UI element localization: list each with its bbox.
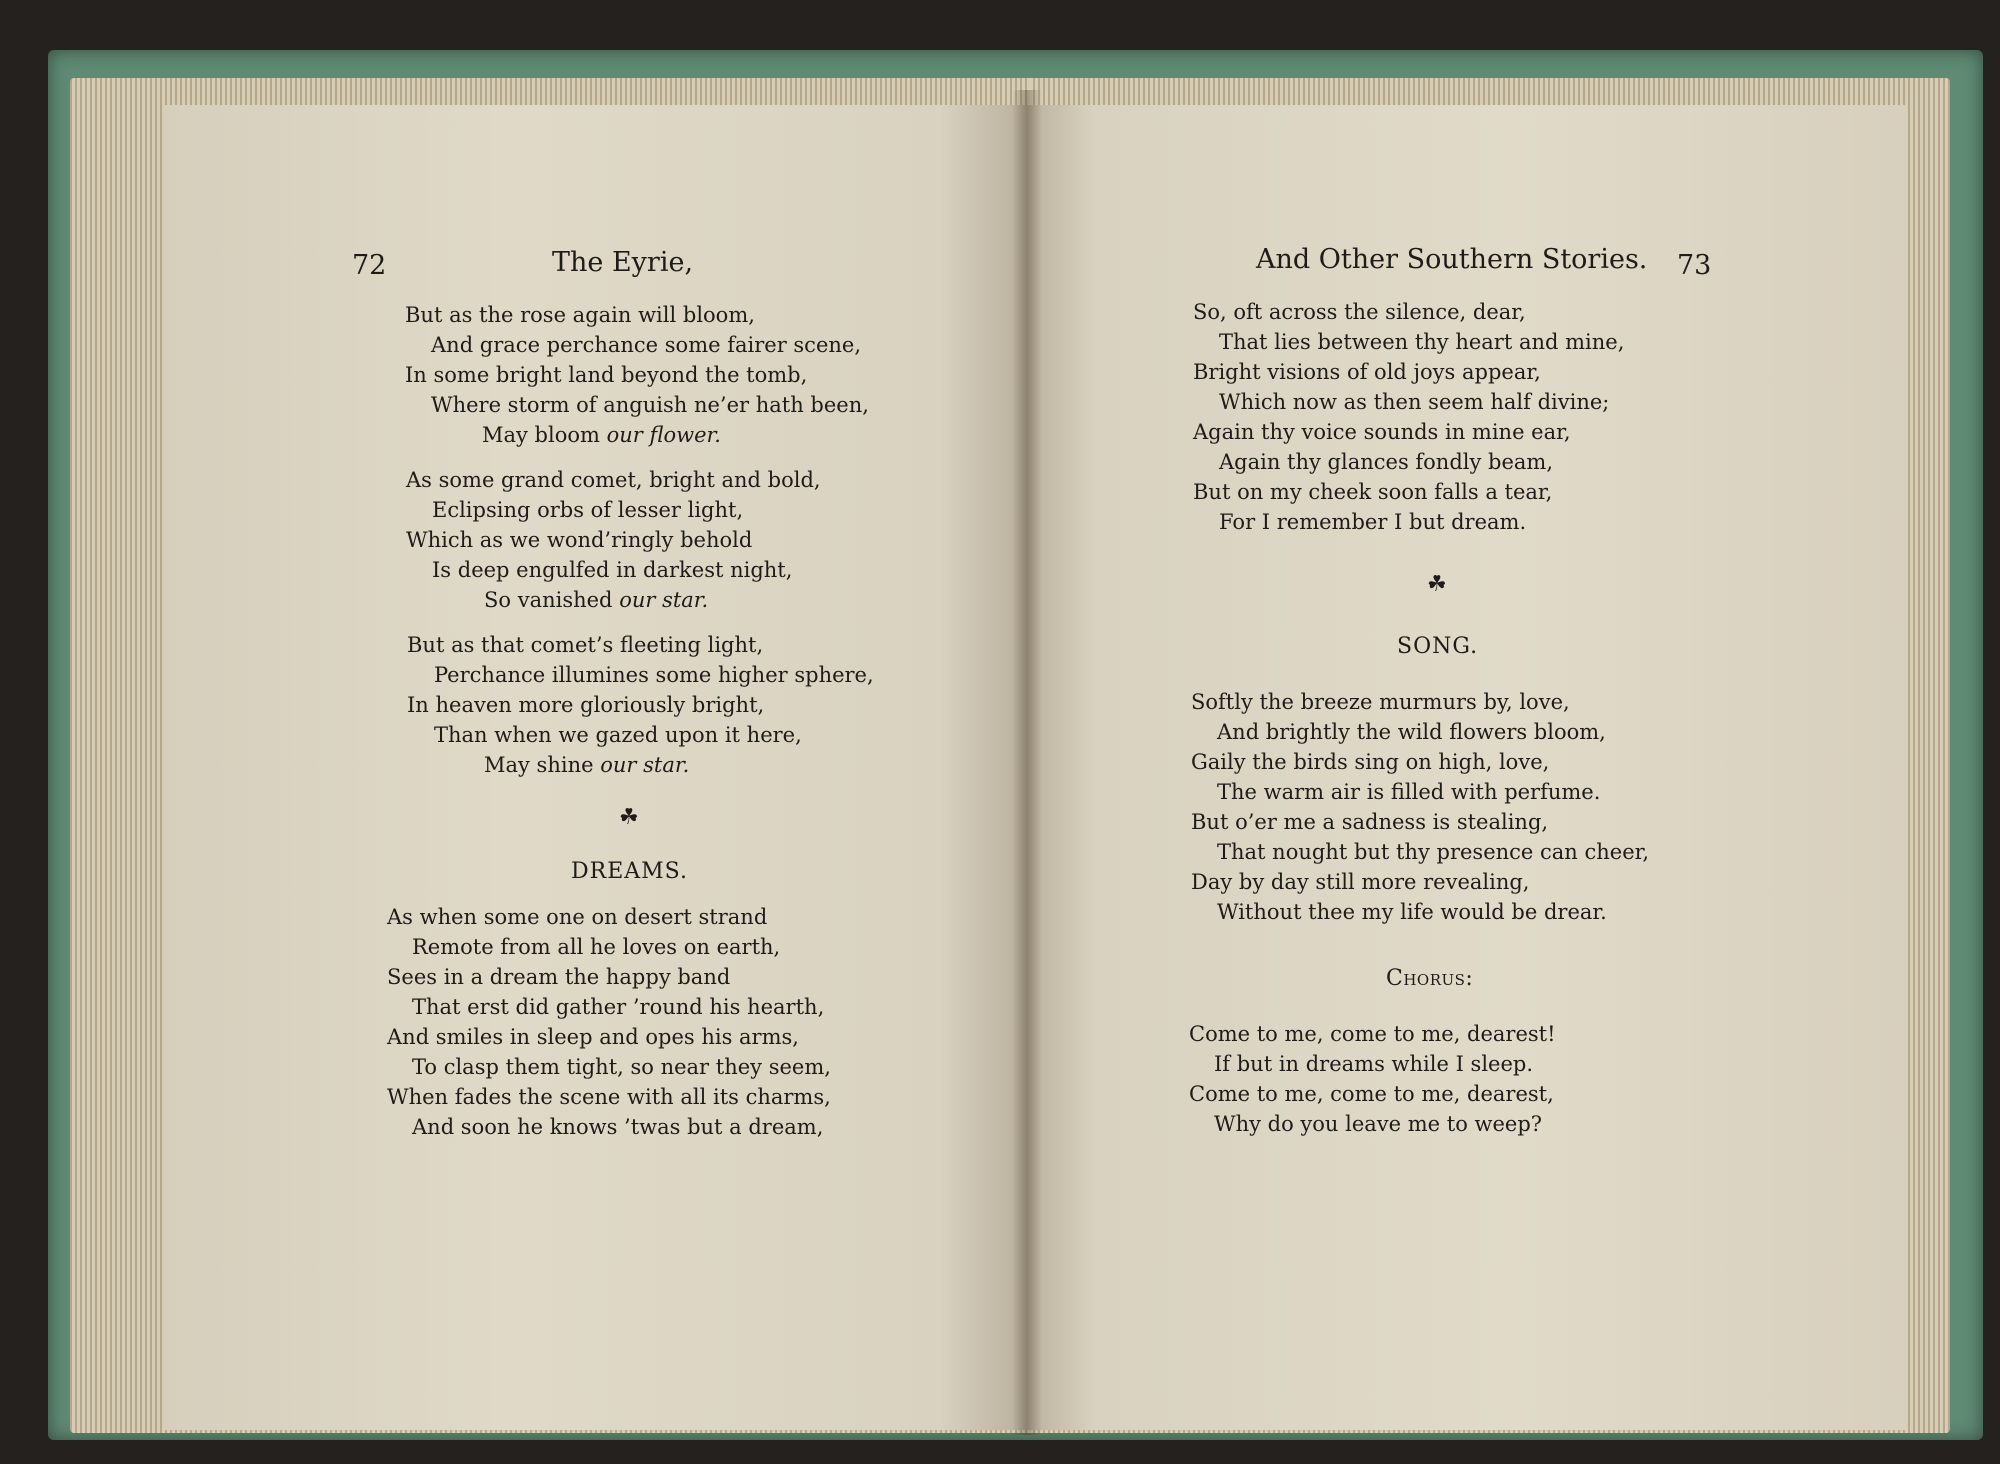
running-head-left: The Eyrie,: [552, 247, 694, 278]
poem-line: And brightly the wild flowers bloom,: [1217, 720, 1606, 744]
poem-line: May shine our star.: [484, 753, 690, 777]
poem-line: That nought but thy presence can cheer,: [1217, 840, 1650, 864]
poem-line: Softly the breeze murmurs by, love,: [1191, 690, 1570, 714]
poem-line: Which now as then seem half divine;: [1219, 390, 1610, 414]
poem-line: Again thy glances fondly beam,: [1219, 450, 1554, 474]
poem-line: Than when we gazed upon it here,: [434, 723, 802, 747]
poem-line: And grace perchance some fairer scene,: [431, 333, 861, 357]
poem-line: In some bright land beyond the tomb,: [405, 363, 808, 387]
poem-line: Bright visions of old joys appear,: [1193, 360, 1541, 384]
ornament-icon: ☘: [619, 805, 639, 830]
poem-line: As when some one on desert strand: [387, 905, 768, 929]
song-title: SONG.: [1397, 634, 1479, 659]
poem-line: Day by day still more revealing,: [1191, 870, 1530, 894]
poem-line: So vanished our star.: [484, 588, 709, 612]
poem-line: Perchance illumines some higher sphere,: [434, 663, 874, 687]
poem-line: Which as we wond’ringly behold: [406, 528, 753, 552]
ornament-icon: ☘: [1427, 572, 1447, 597]
poem-line: That lies between thy heart and mine,: [1219, 330, 1625, 354]
poem-line: Come to me, come to me, dearest,: [1189, 1082, 1554, 1106]
poem-line: If but in dreams while I sleep.: [1214, 1052, 1534, 1076]
poem-line: So, oft across the silence, dear,: [1193, 300, 1526, 324]
poem-line: For I remember I but dream.: [1219, 510, 1527, 534]
poem-line: When fades the scene with all its charms,: [387, 1085, 831, 1109]
poem-line: Is deep engulfed in darkest night,: [432, 558, 793, 582]
poem-line: Eclipsing orbs of lesser light,: [432, 498, 744, 522]
poem-line: In heaven more gloriously bright,: [407, 693, 765, 717]
page-number-right: 73: [1677, 250, 1712, 281]
poem-line: Again thy voice sounds in mine ear,: [1193, 420, 1571, 444]
dreams-title: DREAMS.: [571, 859, 688, 884]
poem-line: Why do you leave me to weep?: [1214, 1112, 1543, 1136]
poem-line: But o’er me a sadness is stealing,: [1191, 810, 1549, 834]
poem-line: May bloom our flower.: [482, 423, 721, 447]
poem-line: And smiles in sleep and opes his arms,: [387, 1025, 799, 1049]
poem-line: Without thee my life would be drear.: [1217, 900, 1607, 924]
poem-line: But as the rose again will bloom,: [405, 303, 755, 327]
running-head-right: And Other Southern Stories.: [1256, 244, 1648, 275]
page-number-left: 72: [352, 250, 387, 281]
poem-line: As some grand comet, bright and bold,: [406, 468, 821, 492]
poem-line: That erst did gather ’round his hearth,: [412, 995, 825, 1019]
poem-line: Where storm of anguish ne’er hath been,: [431, 393, 869, 417]
poem-line: But on my cheek soon falls a tear,: [1193, 480, 1553, 504]
poem-line: Gaily the birds sing on high, love,: [1191, 750, 1550, 774]
chorus-title: Chorus:: [1386, 966, 1474, 991]
poem-line: Sees in a dream the happy band: [387, 965, 731, 989]
book-gutter: [1012, 90, 1042, 1435]
poem-line: To clasp them tight, so near they seem,: [412, 1055, 831, 1079]
poem-line: The warm air is filled with perfume.: [1217, 780, 1601, 804]
poem-line: But as that comet’s fleeting light,: [407, 633, 764, 657]
poem-line: Remote from all he loves on earth,: [412, 935, 781, 959]
poem-line: Come to me, come to me, dearest!: [1189, 1022, 1556, 1046]
poem-line: And soon he knows ’twas but a dream,: [412, 1115, 824, 1139]
